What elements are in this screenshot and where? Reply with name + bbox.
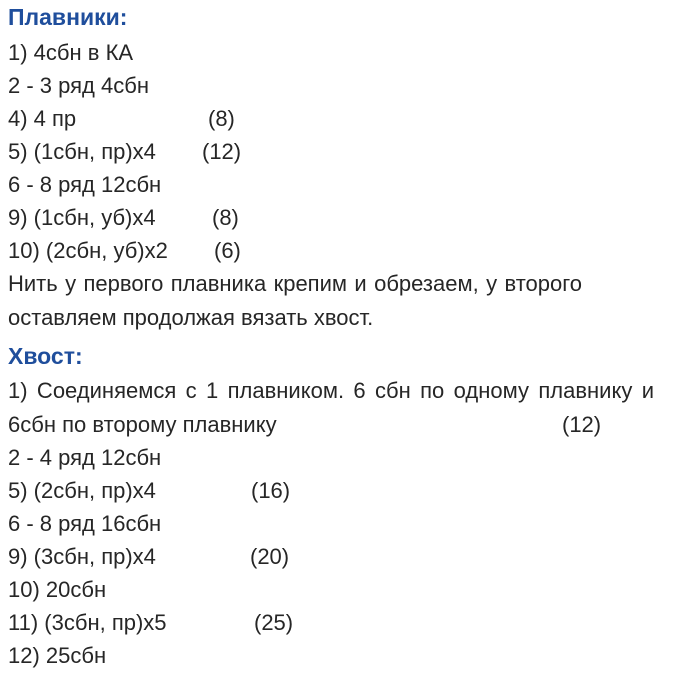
row-text: 6 - 8 ряд 16сбн bbox=[8, 511, 162, 536]
intro-text: 1) Соединяемся с 1 плавником. 6 сбн по одному плавнику и 6сбн по второму плавнику bbox=[8, 378, 654, 437]
fins-row-5 bbox=[8, 168, 161, 201]
row-count: (12) bbox=[202, 139, 242, 164]
fins-row-2 bbox=[8, 69, 149, 102]
row-text: 9) (1сбн, уб)х4 bbox=[8, 205, 156, 230]
row-text: 6 - 8 ряд 12сбн bbox=[8, 172, 162, 197]
row-count: (20) bbox=[250, 544, 290, 569]
row-count: (8) bbox=[212, 205, 239, 230]
row-text: 12) 25сбн bbox=[8, 643, 107, 668]
tail-intro bbox=[8, 374, 654, 442]
tail-row-10 bbox=[8, 573, 106, 606]
tail-row-5 bbox=[8, 474, 291, 507]
fins-note: Нить у первого плавника крепим и обрезаем, у второго оставляем продолжая вязать хвост. bbox=[8, 271, 582, 330]
tail-row-6 bbox=[8, 507, 161, 540]
fins-row-1 bbox=[8, 36, 133, 69]
tail-heading: Хвост: bbox=[8, 343, 83, 369]
row-text: 11) (3сбн, пр)х5 bbox=[8, 610, 167, 635]
row-text: 4) 4 пр bbox=[8, 106, 77, 131]
row-text: 5) (2сбн, пр)х4 bbox=[8, 478, 156, 503]
row-text: 10) 20сбн bbox=[8, 577, 107, 602]
fins-row-6 bbox=[8, 201, 239, 234]
row-text: 5) (1сбн, пр)х4 bbox=[8, 139, 156, 164]
tail-row-2 bbox=[8, 441, 161, 474]
tail-intro-count: (12) bbox=[562, 412, 602, 437]
tail-row-9 bbox=[8, 540, 290, 573]
fins-row-7 bbox=[8, 234, 241, 267]
fins-heading: Плавники: bbox=[8, 4, 128, 30]
row-text: 2 - 4 ряд 12сбн bbox=[8, 445, 162, 470]
row-count: (8) bbox=[208, 106, 235, 131]
row-text: 9) (3сбн, пр)х4 bbox=[8, 544, 156, 569]
tail-row-12 bbox=[8, 639, 106, 672]
row-text: 1) 4сбн в КА bbox=[8, 40, 134, 65]
fins-row-4 bbox=[8, 135, 242, 168]
tail-row-11 bbox=[8, 606, 294, 639]
row-count: (25) bbox=[254, 610, 294, 635]
row-count: (16) bbox=[251, 478, 291, 503]
fins-row-3 bbox=[8, 102, 235, 135]
row-text: 2 - 3 ряд 4сбн bbox=[8, 73, 149, 98]
row-count: (6) bbox=[214, 238, 241, 263]
row-text: 10) (2сбн, уб)х2 bbox=[8, 238, 168, 263]
